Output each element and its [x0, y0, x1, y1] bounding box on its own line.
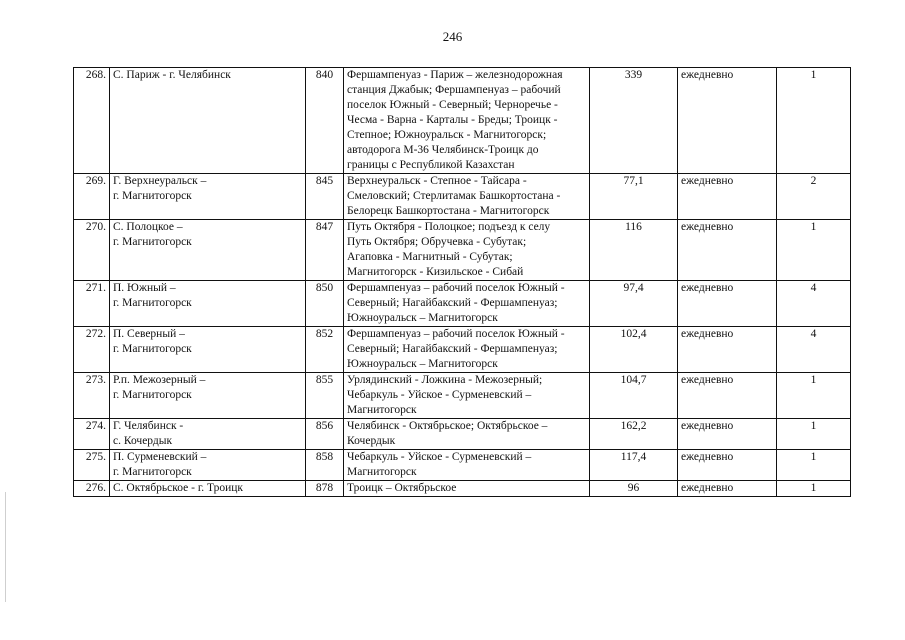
- route-code-cell: 855: [306, 373, 344, 419]
- route-name-cell: П. Сурменевский – г. Магнитогорск: [110, 450, 306, 481]
- route-count-cell: 1: [777, 68, 851, 174]
- route-count-cell: 2: [777, 174, 851, 220]
- route-number-cell: 273.: [74, 373, 110, 419]
- route-path-cell: Верхнеуральск - Степное - Тайсара - Смеловский; Стерлитамак Башкортостана - Белорецк Башкортостана - Магнитогорск: [344, 174, 590, 220]
- route-distance-cell: 104,7: [590, 373, 678, 419]
- route-frequency-cell: ежедневно: [678, 174, 777, 220]
- route-count-cell: 1: [777, 481, 851, 497]
- route-count-cell: 1: [777, 450, 851, 481]
- table-row: [74, 281, 851, 327]
- route-path-cell: Фершампенуаз – рабочий поселок Южный - Северный; Нагайбакский - Фершампенуаз; Южноуральск – Магнитогорск: [344, 281, 590, 327]
- route-frequency-cell: ежедневно: [678, 450, 777, 481]
- table-row: [74, 68, 851, 174]
- table-row: [74, 373, 851, 419]
- route-frequency-cell: ежедневно: [678, 419, 777, 450]
- route-frequency-cell: ежедневно: [678, 220, 777, 281]
- table-row: [74, 419, 851, 450]
- route-path-cell: Путь Октября - Полоцкое; подъезд к селу Путь Октября; Обручевка - Субутак; Агаповка - Магнитный - Субутак; Магнитогорск - Кизильское - Сибай: [344, 220, 590, 281]
- route-frequency-cell: ежедневно: [678, 327, 777, 373]
- route-number-cell: 272.: [74, 327, 110, 373]
- route-count-cell: 1: [777, 220, 851, 281]
- route-number-cell: 275.: [74, 450, 110, 481]
- route-code-cell: 845: [306, 174, 344, 220]
- scan-edge-mark: [5, 492, 6, 602]
- table-row: [74, 174, 851, 220]
- route-number-cell: 269.: [74, 174, 110, 220]
- route-code-cell: 840: [306, 68, 344, 174]
- table-row: [74, 481, 851, 497]
- page-number: 246: [442, 29, 463, 44]
- route-frequency-cell: ежедневно: [678, 481, 777, 497]
- route-distance-cell: 117,4: [590, 450, 678, 481]
- route-distance-cell: 96: [590, 481, 678, 497]
- route-number-cell: 274.: [74, 419, 110, 450]
- route-distance-cell: 102,4: [590, 327, 678, 373]
- route-number-cell: 268.: [74, 68, 110, 174]
- table-row: [74, 327, 851, 373]
- route-frequency-cell: ежедневно: [678, 373, 777, 419]
- table-row: [74, 220, 851, 281]
- route-number-cell: 271.: [74, 281, 110, 327]
- routes-table-body: [74, 68, 851, 497]
- route-path-cell: Фершампенуаз - Париж – железнодорожная станция Джабык; Фершампенуаз – рабочий поселок Южный - Северный; Черноречье - Чесма - Варна - Карталы - Бреды; Троицк - Степное; Южноуральск - Магнитогорск; автодорога М-36 Челябинск-Троицк до границы с Республикой Казахстан: [344, 68, 590, 174]
- route-path-cell: Урлядинский - Ложкина - Межозерный; Чебаркуль - Уйское - Сурменевский – Магнитогорск: [344, 373, 590, 419]
- route-code-cell: 856: [306, 419, 344, 450]
- route-frequency-cell: ежедневно: [678, 68, 777, 174]
- route-count-cell: 1: [777, 419, 851, 450]
- route-code-cell: 852: [306, 327, 344, 373]
- route-code-cell: 878: [306, 481, 344, 497]
- route-path-cell: Челябинск - Октябрьское; Октябрьское – Кочердык: [344, 419, 590, 450]
- route-name-cell: П. Южный – г. Магнитогорск: [110, 281, 306, 327]
- route-path-cell: Фершампенуаз – рабочий поселок Южный - Северный; Нагайбакский - Фершампенуаз; Южноуральск – Магнитогорск: [344, 327, 590, 373]
- route-distance-cell: 77,1: [590, 174, 678, 220]
- route-number-cell: 276.: [74, 481, 110, 497]
- route-distance-cell: 162,2: [590, 419, 678, 450]
- route-code-cell: 847: [306, 220, 344, 281]
- route-count-cell: 4: [777, 281, 851, 327]
- table-row: [74, 450, 851, 481]
- route-count-cell: 4: [777, 327, 851, 373]
- route-count-cell: 1: [777, 373, 851, 419]
- route-code-cell: 858: [306, 450, 344, 481]
- routes-table: [73, 67, 851, 497]
- route-distance-cell: 116: [590, 220, 678, 281]
- route-distance-cell: 97,4: [590, 281, 678, 327]
- route-name-cell: Г. Челябинск - с. Кочердык: [110, 419, 306, 450]
- route-frequency-cell: ежедневно: [678, 281, 777, 327]
- route-name-cell: С. Париж - г. Челябинск: [110, 68, 306, 174]
- route-name-cell: П. Северный – г. Магнитогорск: [110, 327, 306, 373]
- route-number-cell: 270.: [74, 220, 110, 281]
- route-distance-cell: 339: [590, 68, 678, 174]
- route-name-cell: Р.п. Межозерный – г. Магнитогорск: [110, 373, 306, 419]
- route-name-cell: С. Полоцкое – г. Магнитогорск: [110, 220, 306, 281]
- route-path-cell: Чебаркуль - Уйское - Сурменевский – Магнитогорск: [344, 450, 590, 481]
- route-name-cell: С. Октябрьское - г. Троицк: [110, 481, 306, 497]
- route-path-cell: Троицк – Октябрьское: [344, 481, 590, 497]
- route-name-cell: Г. Верхнеуральск – г. Магнитогорск: [110, 174, 306, 220]
- route-code-cell: 850: [306, 281, 344, 327]
